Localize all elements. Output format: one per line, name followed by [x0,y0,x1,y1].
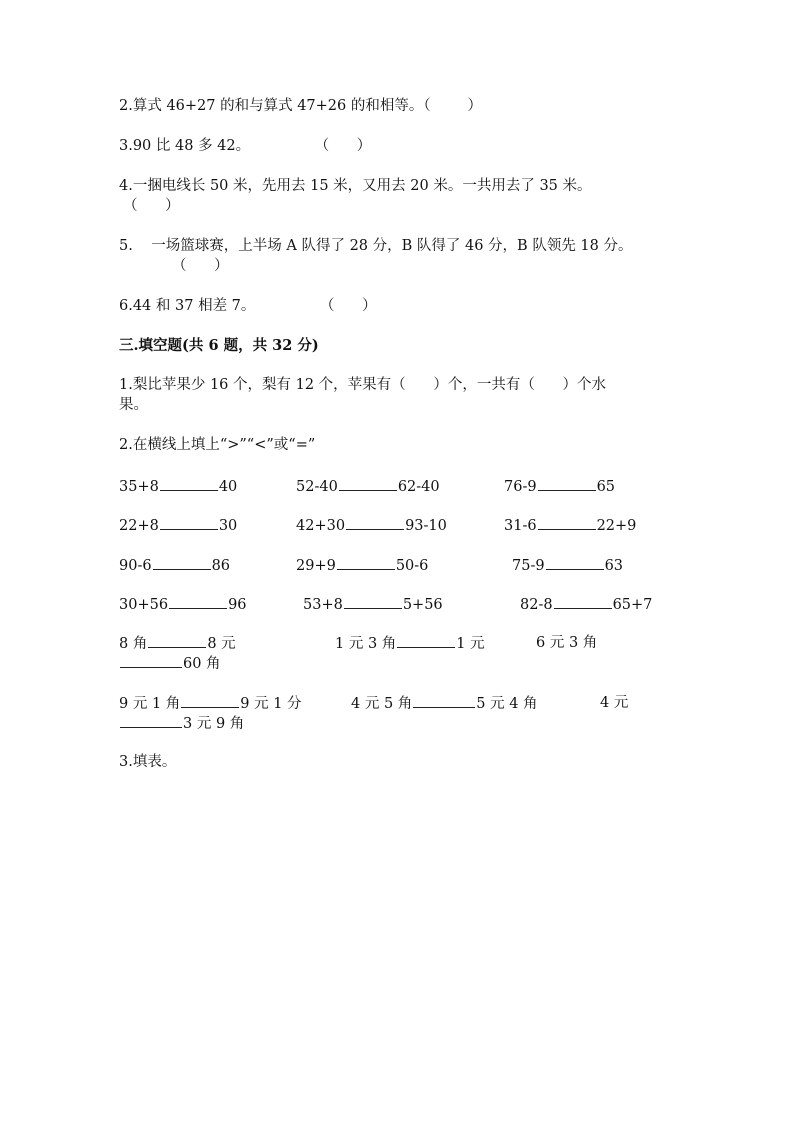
compare-item-right: 3 元 9 角 [119,713,244,734]
answer-blank[interactable] [120,653,182,668]
compare-item: 31-6 22+9 [504,515,636,536]
fill-question-3: 3.填表。 [119,754,177,770]
compare-item: 9 元 1 角 9 元 1 分 [119,693,302,714]
answer-blank[interactable] [344,594,402,609]
answer-blank[interactable] [413,693,475,708]
judgement-item-5-line1: 5. 一场篮球赛，上半场 A 队得了 28 分，B 队得了 46 分，B 队领先 18 分。 [119,238,633,254]
answer-blank[interactable] [160,515,218,530]
compare-item: 76-9 65 [504,476,615,497]
answer-blank[interactable] [538,476,596,491]
answer-blank[interactable] [153,555,211,570]
compare-item: 90-6 86 [119,555,230,576]
section-title: 三.填空题(共 6 题，共 32 分) [119,337,319,354]
answer-blank[interactable] [538,515,596,530]
judgement-item-6: 6.44 和 37 相差 7。 （ ） [119,298,377,314]
compare-item: 82-8 65+7 [520,594,652,615]
compare-item: 30+56 96 [119,594,247,615]
compare-item: 1 元 3 角 1 元 [335,633,485,654]
answer-blank[interactable] [339,476,397,491]
compare-item-right: 60 角 [119,653,221,674]
compare-item-left: 4 元 [600,695,629,711]
fill-question-2: 2.在横线上填上“>”“<”或“=” [119,437,316,453]
compare-item: 22+8 30 [119,515,237,536]
answer-blank[interactable] [554,594,612,609]
compare-item: 52-40 62-40 [296,476,440,497]
judgement-item-3: 3.90 比 48 多 42。 （ ） [119,138,372,154]
judgement-item-4-line1: 4.一捆电线长 50 米，先用去 15 米，又用去 20 米。一共用去了 35 米。 [119,178,592,194]
answer-blank[interactable] [169,594,227,609]
compare-item-left: 6 元 3 角 [536,635,598,651]
answer-blank[interactable] [337,555,395,570]
answer-blank[interactable] [120,713,182,728]
fill-question-1-line1: 1.梨比苹果少 16 个，梨有 12 个，苹果有（ ）个，一共有（ ）个水 [119,377,606,393]
judgement-item-5-line2: （ ） [172,258,229,274]
answer-blank[interactable] [181,693,239,708]
answer-blank[interactable] [546,555,604,570]
judgement-item-2: 2.算式 46+27 的和与算式 47+26 的和相等。（ ） [119,98,482,114]
answer-blank[interactable] [148,633,206,648]
compare-item: 4 元 5 角 5 元 4 角 [351,693,538,714]
compare-item: 75-9 63 [512,555,623,576]
answer-blank[interactable] [397,633,455,648]
compare-item: 29+9 50-6 [296,555,428,576]
compare-item: 42+30 93-10 [296,515,447,536]
judgement-item-4-line2: （ ） [123,198,180,214]
compare-item: 8 角 8 元 [119,633,236,654]
compare-item: 53+8 5+56 [303,594,443,615]
compare-item: 35+8 40 [119,476,237,497]
answer-blank[interactable] [160,476,218,491]
answer-blank[interactable] [346,515,404,530]
fill-question-1-line2: 果。 [119,397,148,413]
